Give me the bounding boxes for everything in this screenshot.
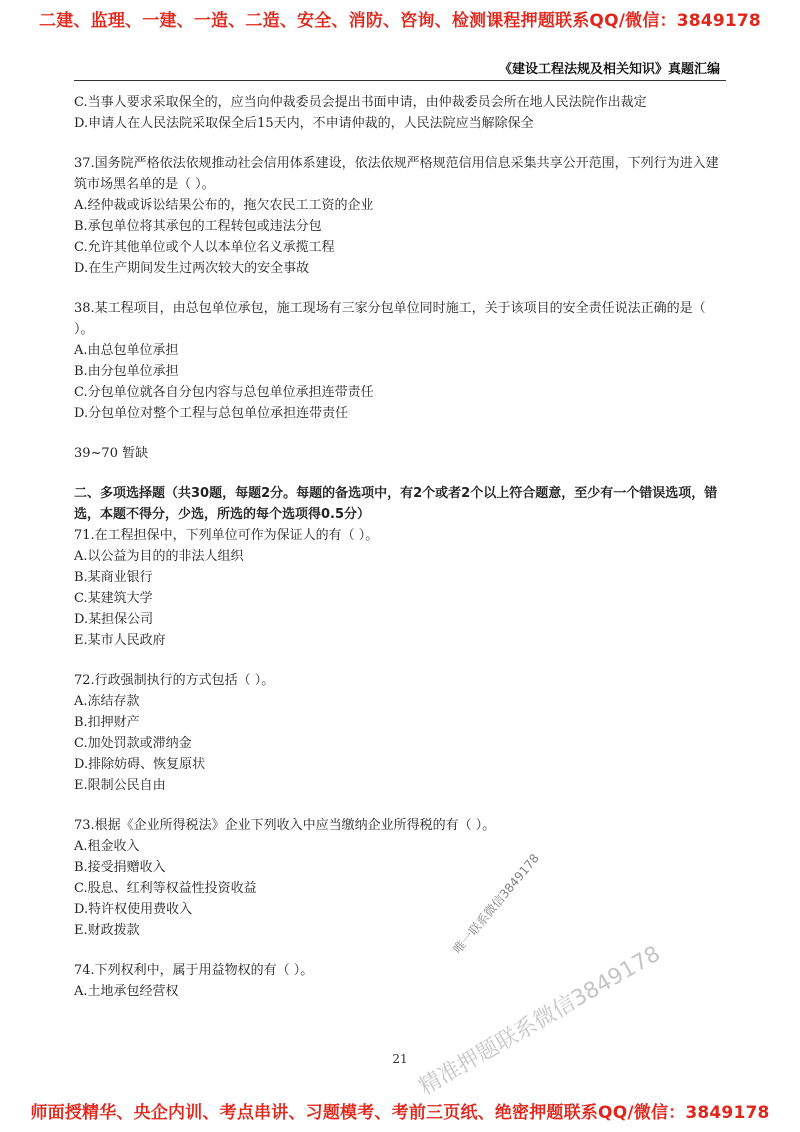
question-37 [74,153,726,279]
option-c: C.某建筑大学 [74,591,153,606]
option-e: E.限制公民自由 [74,778,166,793]
question-stem: 74.下列权利中，属于用益物权的有（ ）。 [74,963,314,978]
option-a: A.经仲裁或诉讼结果公布的，拖欠农民工工资的企业 [74,198,374,213]
option-a: A.以公益为目的的非法人组织 [74,549,244,564]
question-stem: 73.根据《企业所得税法》企业下列收入中应当缴纳企业所得税的有（ ）。 [74,818,496,833]
option-d: D.分包单位对整个工程与总包单位承担连带责任 [74,406,349,421]
option-c: C.允许其他单位或个人以本单位名义承揽工程 [74,240,335,255]
option-a: A.租金收入 [74,839,140,854]
text-line: C.当事人要求采取保全的，应当向仲裁委员会提出书面申请，由仲裁委员会所在地人民法院作出裁定 [74,95,647,110]
option-b: B.某商业银行 [74,570,153,585]
option-d: D.排除妨碍、恢复原状 [74,757,206,772]
question-stem: 72.行政强制执行的方式包括（ ）。 [74,673,275,688]
page-body [74,92,726,1002]
missing-questions-note: 39~70 暂缺 [74,446,149,461]
question-38 [74,298,726,424]
option-a: A.土地承包经营权 [74,984,179,999]
question-73 [74,815,726,941]
option-d: D.在生产期间发生过两次较大的安全事故 [74,261,310,276]
option-b: B.扣押财产 [74,715,140,730]
question-72 [74,670,726,796]
top-ad-banner: 二建、监理、一建、一造、二造、安全、消防、咨询、检测课程押题联系QQ/微信：3849178 [39,11,761,31]
running-header-title: 《建设工程法规及相关知识》真题汇编 [498,62,720,77]
option-a: A.冻结存款 [74,694,140,709]
watermark-large: 精准押题联系微信3849178 [415,941,665,1101]
option-d: D.某担保公司 [74,612,154,627]
option-c: C.加处罚款或滞纳金 [74,736,192,751]
question-stem: 71.在工程担保中，下列单位可作为保证人的有（ ）。 [74,528,379,543]
page-number: 21 [392,1052,408,1066]
question-71 [74,525,726,651]
option-b: B.由分包单位承担 [74,364,179,379]
bottom-ad-banner: 师面授精华、央企内训、考点串讲、习题模考、考前三页纸、绝密押题联系QQ/微信：3849178 [30,1103,770,1123]
option-b: B.承包单位将其承包的工程转包或违法分包 [74,219,322,234]
section-heading-multiple-choice: 二、多项选择题（共30题，每题2分。每题的备选项中，有2个或者2个以上符合题意，至少有一个错误选项，错选，本题不得分，少选，所选的每个选项得0.5分） [74,486,718,522]
text-line: D.申请人在人民法院采取保全后15天内，不申请仲裁的，人民法院应当解除保全 [74,116,534,131]
option-c: C.分包单位就各自分包内容与总包单位承担连带责任 [74,385,374,400]
header-rule [74,80,726,81]
option-e: E.财政拨款 [74,923,140,938]
option-d: D.特许权使用费收入 [74,902,193,917]
question-stem: 38.某工程项目，由总包单位承包，施工现场有三家分包单位同时施工，关于该项目的安全责任说法正确的是（ ）。 [74,301,706,337]
watermark-small: 唯一联系微信3849178 [450,851,542,957]
question-stem: 37.国务院严格依法依规推动社会信用体系建设，依法依规严格规范信用信息采集共享公开范围，下列行为进入建筑市场黑名单的是（ ）。 [74,156,719,192]
option-a: A.由总包单位承担 [74,343,179,358]
option-b: B.接受捐赠收入 [74,860,166,875]
option-e: E.某市人民政府 [74,633,166,648]
option-c: C.股息、红利等权益性投资收益 [74,881,257,896]
